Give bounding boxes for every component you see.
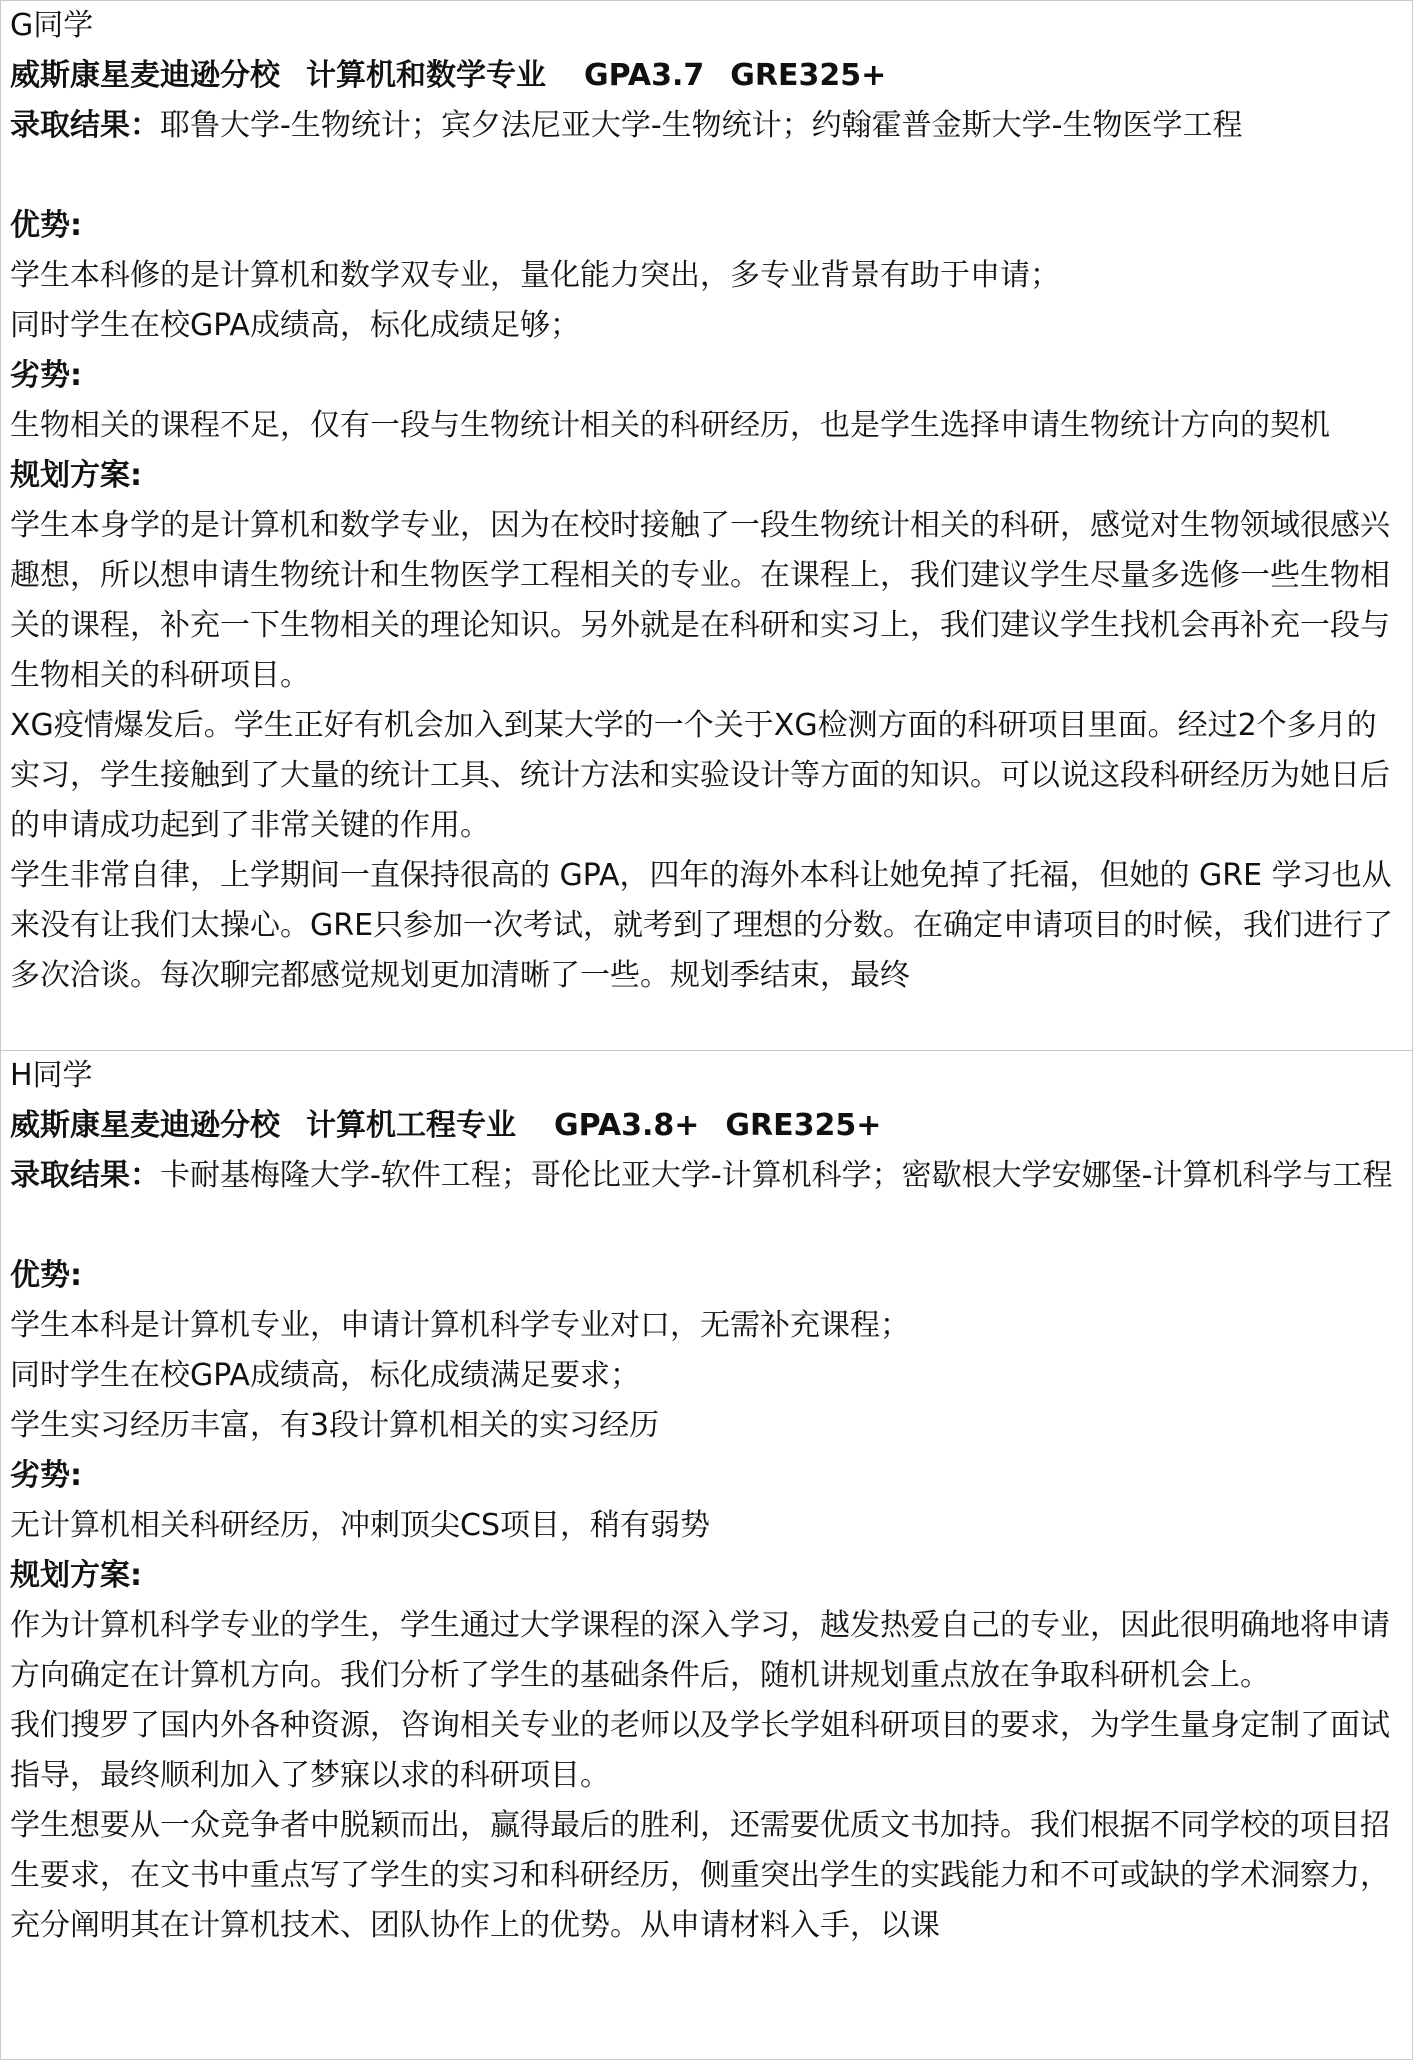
profile-line [10, 51, 1406, 101]
result-label: 录取结果： [10, 108, 160, 143]
result-text: 耶鲁大学-生物统计；宾夕法尼亚大学-生物统计；约翰霍普金斯大学-生物医学工程 [160, 108, 1243, 143]
result-label: 录取结果： [10, 1158, 160, 1193]
school: 威斯康星麦迪逊分校 [10, 58, 280, 93]
weaknesses-heading: 劣势: [10, 358, 82, 393]
strength-item: 同时学生在校GPA成绩高，标化成绩足够； [10, 308, 580, 343]
profile-line [10, 1101, 1406, 1151]
major: 计算机工程专业 [306, 1108, 516, 1143]
plan-paragraph: 我们搜罗了国内外各种资源，咨询相关专业的老师以及学长学姐科研项目的要求，为学生量身定制了面试指导，最终顺利加入了梦寐以求的科研项目。 [10, 1708, 1390, 1793]
plan-paragraph: 作为计算机科学专业的学生，学生通过大学课程的深入学习，越发热爱自己的专业，因此很明确地将申请方向确定在计算机方向。我们分析了学生的基础条件后，随机讲规划重点放在争取科研机会上。 [10, 1608, 1390, 1693]
weakness-item: 无计算机相关科研经历，冲刺顶尖CS项目，稍有弱势 [10, 1508, 710, 1543]
student-name: G同学 [10, 8, 94, 43]
strengths-heading: 优势: [10, 1258, 82, 1293]
school: 威斯康星麦迪逊分校 [10, 1108, 280, 1143]
gpa: GPA3.7 [584, 58, 705, 93]
plan-heading: 规划方案: [10, 1558, 142, 1593]
strength-item: 学生本科修的是计算机和数学双专业，量化能力突出，多专业背景有助于申请； [10, 258, 1060, 293]
plan-heading: 规划方案: [10, 458, 142, 493]
admission-result [10, 1151, 1406, 1201]
result-text: 卡耐基梅隆大学-软件工程；哥伦比亚大学-计算机科学；密歇根大学安娜堡-计算机科学与工程 [160, 1158, 1393, 1193]
gre: GRE325+ [725, 1108, 882, 1143]
weakness-item: 生物相关的课程不足，仅有一段与生物统计相关的科研经历，也是学生选择申请生物统计方向的契机 [10, 408, 1330, 443]
gre: GRE325+ [730, 58, 887, 93]
plan-paragraph: XG疫情爆发后。学生正好有机会加入到某大学的一个关于XG检测方面的科研项目里面。经过2个多月的实习，学生接触到了大量的统计工具、统计方法和实验设计等方面的知识。可以说这段科研经历为她日后的申请成功起到了非常关键的作用。 [10, 708, 1390, 843]
plan-paragraph: 学生想要从一众竞争者中脱颖而出，赢得最后的胜利，还需要优质文书加持。我们根据不同学校的项目招生要求，在文书中重点写了学生的实习和科研经历，侧重突出学生的实践能力和不可或缺的学术洞察力，充分阐明其在计算机技术、团队协作上的优势。从申请材料入手，以课 [10, 1808, 1390, 1943]
strength-item: 学生实习经历丰富，有3段计算机相关的实习经历 [10, 1408, 660, 1443]
student-name: H同学 [10, 1058, 93, 1093]
major: 计算机和数学专业 [306, 58, 546, 93]
strength-item: 学生本科是计算机专业，申请计算机科学专业对口，无需补充课程； [10, 1308, 910, 1343]
admission-result [10, 101, 1406, 151]
strengths-heading: 优势: [10, 208, 82, 243]
gpa: GPA3.8+ [554, 1108, 700, 1143]
plan-paragraph: 学生非常自律，上学期间一直保持很高的 GPA，四年的海外本科让她免掉了托福，但她的 GRE 学习也从来没有让我们太操心。GRE只参加一次考试，就考到了理想的分数。在确定申请项目的时候，我们进行了多次洽谈。每次聊完都感觉规划更加清晰了一些。规划季结束，最终 [10, 858, 1394, 993]
weaknesses-heading: 劣势: [10, 1458, 82, 1493]
plan-paragraph: 学生本身学的是计算机和数学专业，因为在校时接触了一段生物统计相关的科研，感觉对生物领域很感兴趣想，所以想申请生物统计和生物医学工程相关的专业。在课程上，我们建议学生尽量多选修一些生物相关的课程，补充一下生物相关的理论知识。另外就是在科研和实习上，我们建议学生找机会再补充一段与生物相关的科研项目。 [10, 508, 1390, 693]
case-card-h [0, 1050, 1413, 2060]
strength-item: 同时学生在校GPA成绩高，标化成绩满足要求； [10, 1358, 640, 1393]
